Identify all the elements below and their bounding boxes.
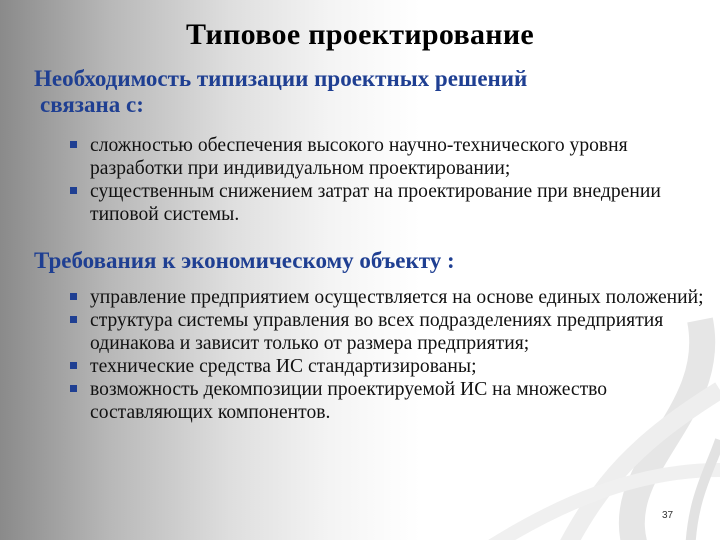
section1-heading-line1: Необходимость типизации проектных решений (34, 66, 528, 91)
list-item (66, 355, 706, 378)
square-bullet-icon (70, 141, 77, 148)
list-item-text: управление предприятием осуществляется на основе единых положений; (90, 287, 704, 308)
section1-list (66, 134, 706, 226)
square-bullet-icon (70, 385, 77, 392)
square-bullet-icon (70, 362, 77, 369)
square-bullet-icon (70, 316, 77, 323)
list-item-text: возможность декомпозиции проектируемой ИС на множество составляющих компонентов. (90, 379, 608, 423)
square-bullet-icon (70, 187, 77, 194)
section2-list (66, 286, 706, 424)
list-item (66, 180, 706, 226)
square-bullet-icon (70, 293, 77, 300)
list-item (66, 309, 706, 355)
section2-heading: Требования к экономическому объекту : (34, 248, 455, 273)
page-number: 37 (662, 510, 674, 521)
section1-heading (34, 66, 694, 118)
list-item-text: сложностью обеспечения высокого научно-технического уровня разработки при индивидуальном проектировании; (90, 135, 628, 179)
list-item-text: технические средства ИС стандартизированы; (90, 356, 477, 377)
section1-heading-line2: связана с: (40, 92, 144, 117)
list-item-text: структура системы управления во всех подразделениях предприятия одинакова и зависит только от размера предприятия; (90, 310, 664, 354)
list-item-text: существенным снижением затрат на проектирование при внедрении типовой системы. (90, 181, 661, 225)
list-item (66, 286, 706, 309)
slide-title: Типовое проектирование (185, 18, 535, 51)
list-item (66, 378, 706, 424)
list-item (66, 134, 706, 180)
